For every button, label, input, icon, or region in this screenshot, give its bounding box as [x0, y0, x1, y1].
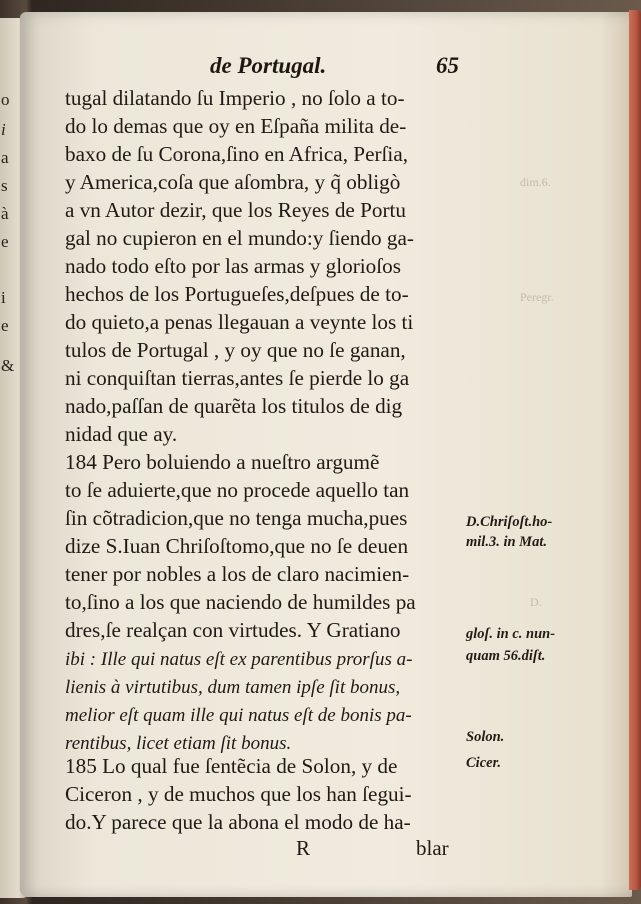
red-page-edge	[629, 10, 641, 890]
text-line: tener por nobles a los de claro nacimien-	[65, 562, 410, 586]
latin-quote-line: rentibus, licet etiam ſit bonus.	[65, 733, 292, 754]
margin-note: Cicer.	[466, 755, 502, 771]
text-line: nidad que ay.	[65, 422, 178, 446]
text-line: to,ſino a los que naciendo de humildes pa	[65, 590, 416, 614]
margin-note: mil.3. in Mat.	[466, 534, 547, 550]
text-line: ſin cõtradicion,que no tenga mucha,pues	[65, 506, 408, 530]
text-line: do lo demas que oy en Eſpaña milita de-	[65, 114, 407, 138]
left-page-fragment: à	[1, 204, 9, 223]
left-page-fragment: &	[1, 356, 15, 375]
left-page-fragment: s	[1, 176, 8, 195]
text-line: nado todo eſto por las armas y glorioſos	[65, 254, 401, 278]
catchword: blar	[416, 836, 449, 860]
running-header	[210, 53, 470, 83]
margin-note: Solon.	[466, 729, 505, 745]
text-line: dize S.Iuan Chriſoſtomo,que no ſe deuen	[65, 534, 409, 558]
signature-mark: R	[296, 836, 311, 860]
show-through-text: dim.6.	[520, 175, 551, 189]
latin-quote-line: lienis à virtutibus, dum tamen ipſe ſit bonus,	[65, 677, 401, 698]
text-line: Ciceron , y de muchos que los han ſegui-	[65, 782, 412, 806]
text-line: nado,paſſan de quarẽta los titulos de dig	[65, 394, 403, 418]
left-page-fragment: e	[1, 316, 9, 335]
left-page-fragment: o	[1, 90, 10, 109]
left-page-fragment: i	[1, 288, 6, 307]
text-line: tugal dilatando ſu Imperio , no ſolo a to-	[65, 86, 405, 110]
header-title: de Portugal.	[210, 53, 327, 78]
latin-quote-line: melior eſt quam ille qui natus eſt de bonis pa-	[65, 705, 412, 726]
margin-note: gloſ. in c. nun-	[466, 626, 556, 642]
left-page-fragment: a	[1, 148, 9, 167]
text-line: to ſe aduierte,que no procede aquello tan	[65, 478, 410, 502]
text-line: gal no cupieron en el mundo:y ſiendo ga-	[65, 226, 414, 250]
text-line: y America,coſa que aſombra, y q̃ obligò	[65, 170, 401, 194]
show-through-text: Peregr.	[520, 290, 554, 304]
show-through-text: D.	[530, 595, 542, 609]
page-number: 65	[436, 53, 459, 78]
paragraph-start-184: 184 Pero boluiendo a nueſtro argumẽ	[65, 450, 380, 474]
margin-note: quam 56.diſt.	[466, 648, 546, 664]
paragraph-start-185: 185 Lo qual fue ſentẽcia de Solon, y de	[65, 754, 398, 778]
text-line: hechos de los Portugueſes,deſpues de to-	[65, 282, 409, 306]
text-line: a vn Autor dezir, que los Reyes de Portu	[65, 198, 407, 222]
text-line: tulos de Portugal , y oy que no ſe ganan,	[65, 338, 406, 362]
left-page-fragment: i	[1, 120, 6, 139]
latin-quote-line: ibi : Ille qui natus eſt ex parentibus prorſus a-	[65, 649, 413, 670]
left-page-fragment: e	[1, 232, 9, 251]
text-line: do.Y parece que la abona el modo de ha-	[65, 810, 411, 834]
text-line: do quieto,a penas llegauan a veynte los ti	[65, 310, 414, 334]
text-line: dres,ſe realçan con virtudes. Y Gratiano	[65, 618, 401, 642]
text-line: ni conquiſtan tierras,antes ſe pierde lo ga	[65, 366, 410, 390]
margin-note: D.Chriſoſt.ho-	[466, 514, 553, 530]
text-line: baxo de ſu Corona,ſino en Africa, Perſia,	[65, 142, 409, 166]
